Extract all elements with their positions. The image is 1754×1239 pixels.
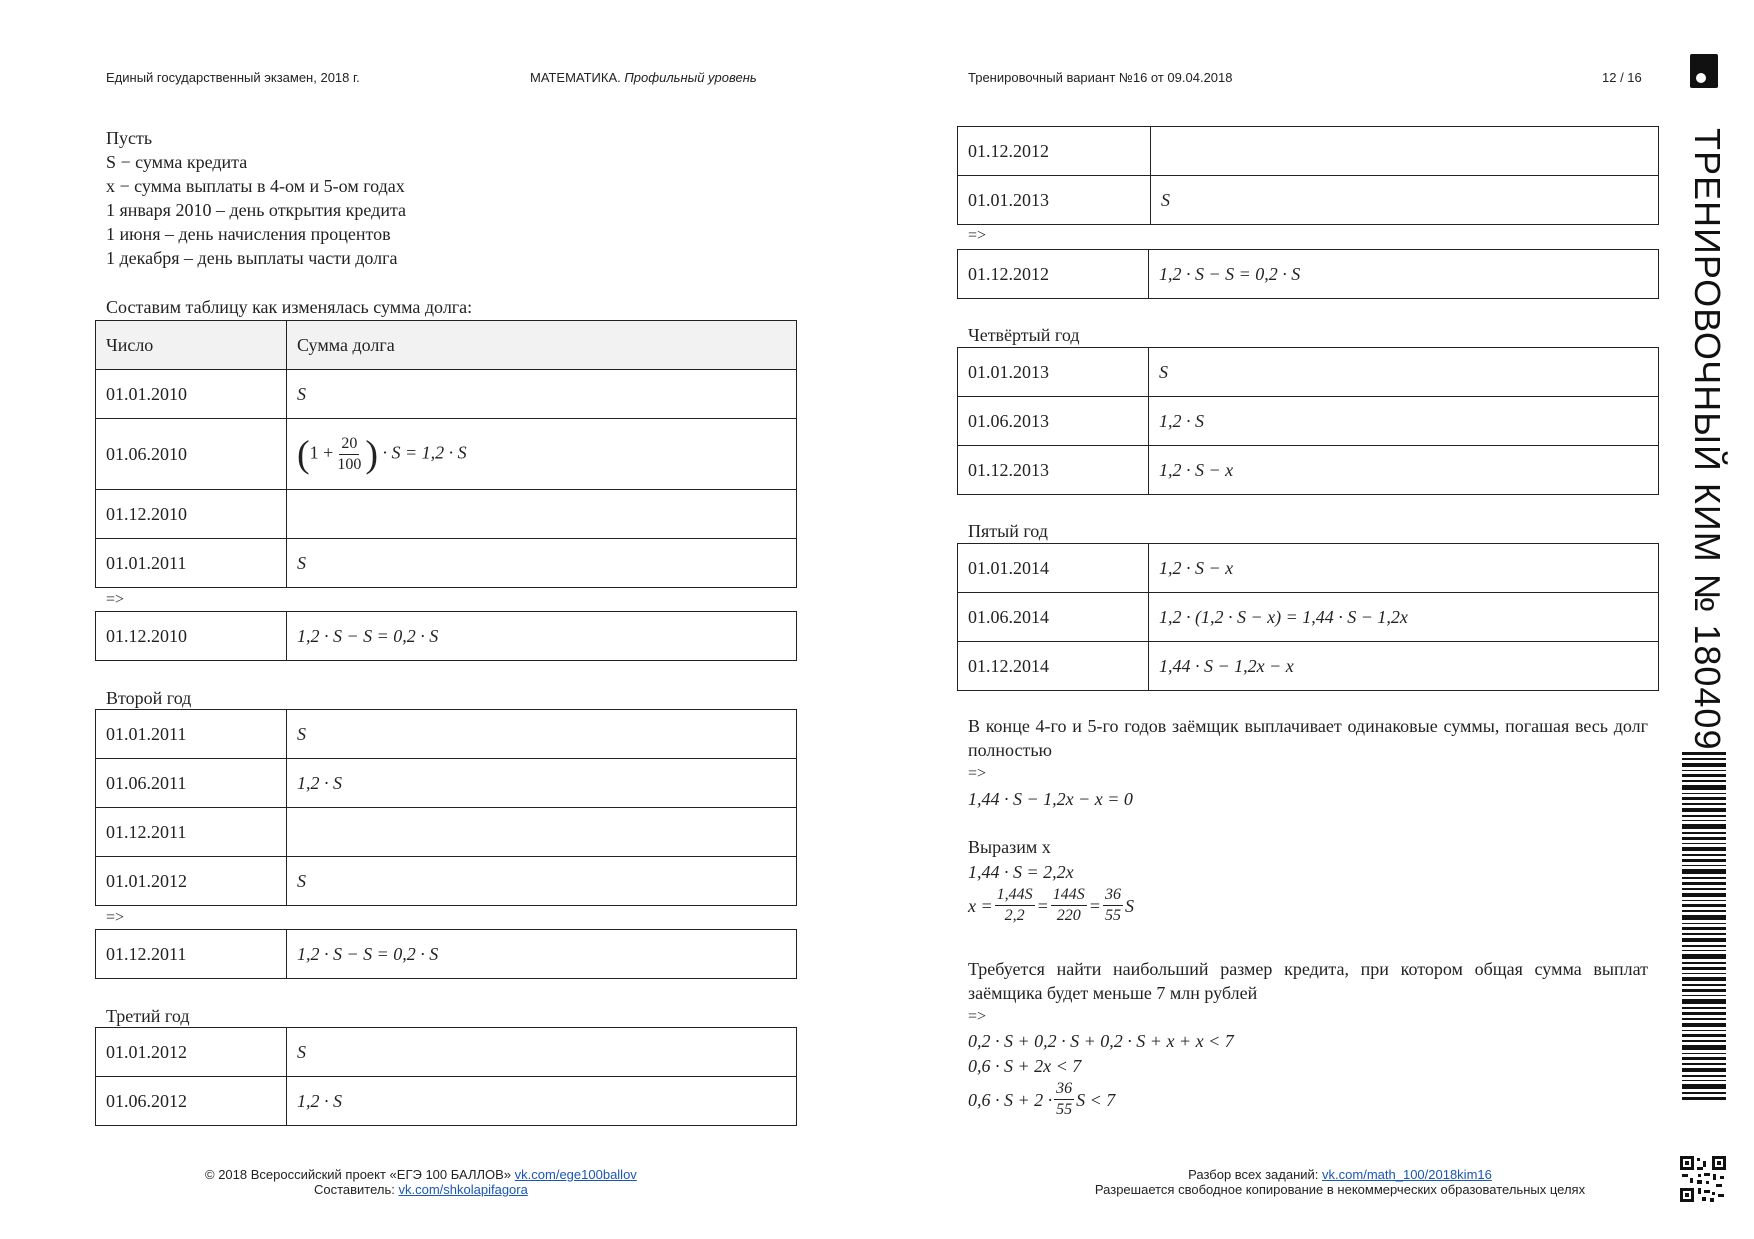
date-cell: 01.01.2012 [96,1028,287,1077]
paren-open: ( [297,433,310,475]
intro-line-1: Пусть [106,128,153,148]
date-cell: 01.06.2014 [958,593,1149,642]
table-row [96,419,797,490]
qr-code-icon [1680,1156,1726,1202]
debt-cell: S [287,710,797,759]
table-row [96,710,797,759]
table-row [96,490,797,539]
intro-line-2: S − сумма кредита [106,152,248,172]
intro-line-6: 1 декабря – день выплаты части долга [106,248,398,268]
footer-right [1030,1167,1650,1197]
debt-cell: 1,2 · S [287,1077,797,1126]
year3-table [95,1027,797,1126]
fraction: $\frac{20}{100}$ [337,434,362,473]
year2-table [95,709,797,906]
date-cell: 01.01.2011 [96,539,287,588]
header-page-number: 12 / 16 [1602,70,1642,85]
formula-tail: · S = 1,2 · S [382,442,467,463]
formula-one-plus: 1 + [309,442,334,463]
year3-continued-table [957,126,1659,225]
table-row [96,370,797,419]
fraction: $\frac{36}{55}$ [1104,886,1121,924]
footer-author-label: Составитель: [313,1182,395,1197]
date-cell: 01.12.2011 [96,808,287,857]
equation-3 [968,885,1134,926]
paren-close: ) [365,433,378,475]
date-cell: 01.01.2013 [958,348,1149,397]
table-row [96,539,797,588]
footer-link-shkolapifagora[interactable]: vk.com/shkolapifagora [398,1182,528,1197]
inequality-3 [968,1079,1115,1120]
table-header-row [96,321,797,370]
date-cell: 01.01.2010 [96,370,287,419]
header-subject-level: Профильный уровень [624,70,757,85]
debt-cell: 1,2 · S − S = 0,2 · S [287,930,797,979]
debt-cell-formula [287,419,797,490]
header-variant: Тренировочный вариант №16 от 09.04.2018 [968,70,1233,85]
date-cell: 01.12.2012 [958,127,1151,176]
table-row [96,808,797,857]
side-title: ТРЕНИРОВОЧНЫЙ КИМ № 180409 [1687,128,1728,751]
table-row [96,759,797,808]
debt-cell: 1,2 · S [1149,397,1659,446]
table-row [958,176,1659,225]
table-row [96,1077,797,1126]
fraction: $\frac{144S}{220}$ [1052,886,1085,924]
table-row [958,544,1659,593]
equation-2: 1,44 · S = 2,2x [968,862,1074,882]
table-row [96,857,797,906]
date-cell: 01.06.2013 [958,397,1149,446]
header-subject [530,70,757,85]
header-exam-title: Единый государственный экзамен, 2018 г. [106,70,360,85]
year3-result-table [957,249,1659,299]
intro-line-5: 1 июня – день начисления процентов [106,224,391,244]
paragraph-max-credit: Требуется найти наибольший размер кредита, при котором общая сумма выплат заёмщика будет меньше 7 млн рублей [968,959,1648,1003]
debt-cell: 1,2 · (1,2 · S − x) = 1,44 · S − 1,2x [1149,593,1659,642]
column-header-debt: Сумма долга [287,321,797,370]
footer-left [205,1167,637,1197]
intro-line-4: 1 января 2010 – день открытия кредита [106,200,407,220]
inequality-2: 0,6 · S + 2x < 7 [968,1056,1082,1076]
arrow-5: => [968,1008,987,1025]
year3-title: Третий год [106,1006,190,1026]
equation-1: 1,44 · S − 1,2x − x = 0 [968,789,1133,809]
debt-cell [287,490,797,539]
debt-cell: 1,2 · S [287,759,797,808]
footer-copyright: © 2018 Всероссийский проект «ЕГЭ 100 БАЛЛОВ» [205,1167,512,1182]
date-cell: 01.12.2013 [958,446,1149,495]
paragraph-equal-payments: В конце 4-го и 5-го годов заёмщик выплачивает одинаковые суммы, погашая весь долг полностью [968,716,1648,760]
eq3-tail: S [1124,895,1134,916]
arrow-1: => [106,591,125,608]
table-row [96,1028,797,1077]
year4-table [957,347,1659,495]
date-cell: 01.01.2011 [96,710,287,759]
inequality-1: 0,2 · S + 0,2 · S + 0,2 · S + x + x < 7 [968,1031,1234,1051]
debt-cell: S [1151,176,1659,225]
date-cell: 01.12.2010 [96,490,287,539]
header-subject-name: МАТЕМАТИКА. [530,70,621,85]
debt-cell: S [287,370,797,419]
debt-cell: 1,44 · S − 1,2x − x [1149,642,1659,691]
debt-cell: S [287,857,797,906]
footer-link-math100[interactable]: vk.com/math_100/2018kim16 [1322,1167,1492,1182]
year2-title: Второй год [106,688,192,708]
table-row [958,397,1659,446]
date-cell: 01.06.2012 [96,1077,287,1126]
year4-title: Четвёртый год [968,325,1080,345]
table-row [958,446,1659,495]
column-header-date: Число [96,321,287,370]
date-cell: 01.12.2010 [96,612,287,661]
date-cell: 01.12.2011 [96,930,287,979]
date-cell: 01.01.2013 [958,176,1151,225]
equals-sign: = [1088,895,1101,916]
date-cell: 01.12.2014 [958,642,1149,691]
table-row [958,642,1659,691]
date-cell: 01.06.2010 [96,419,287,490]
debt-cell: S [287,1028,797,1077]
table-title: Составим таблицу как изменялась сумма долга: [106,297,473,317]
express-x-label: Выразим x [968,837,1051,857]
ineq3-pre: 0,6 · S + 2 · [968,1089,1053,1110]
year2-result-table [95,929,797,979]
footer-link-ege100ballov[interactable]: vk.com/ege100ballov [514,1167,637,1182]
debt-cell: S [1149,348,1659,397]
debt-cell: 1,2 · S − S = 0,2 · S [1149,250,1659,299]
debt-cell: S [287,539,797,588]
eq3-lhs: x = [968,895,993,916]
table-row [96,612,797,661]
table-row [958,348,1659,397]
date-cell: 01.01.2012 [96,857,287,906]
date-cell: 01.01.2014 [958,544,1149,593]
logo-icon [1690,54,1718,88]
year5-table [957,543,1659,691]
barcode-icon [1682,752,1726,1102]
intro-block [106,126,406,270]
debt-cell [1151,127,1659,176]
year1-table [95,320,797,588]
table-row [958,127,1659,176]
debt-cell: 1,2 · S − x [1149,446,1659,495]
table-row [958,593,1659,642]
equals-sign: = [1036,895,1049,916]
footer-analysis-label: Разбор всех заданий: [1188,1167,1319,1182]
arrow-3: => [968,227,987,244]
footer-copy-notice: Разрешается свободное копирование в некоммерческих образовательных целях [1094,1182,1586,1197]
debt-cell: 1,2 · S − x [1149,544,1659,593]
ineq3-post: S < 7 [1076,1089,1116,1110]
intro-line-3: x − сумма выплаты в 4-ом и 5-ом годах [106,176,405,196]
table-row [958,250,1659,299]
arrow-4: => [968,765,987,782]
table-row [96,930,797,979]
fraction: $\frac{36}{55}$ [1056,1080,1073,1118]
date-cell: 01.06.2011 [96,759,287,808]
year1-result-table [95,611,797,661]
debt-cell [287,808,797,857]
arrow-2: => [106,909,125,926]
year5-title: Пятый год [968,521,1048,541]
debt-cell: 1,2 · S − S = 0,2 · S [287,612,797,661]
fraction: $\frac{1,44S}{2,2}$ [996,886,1033,924]
date-cell: 01.12.2012 [958,250,1149,299]
